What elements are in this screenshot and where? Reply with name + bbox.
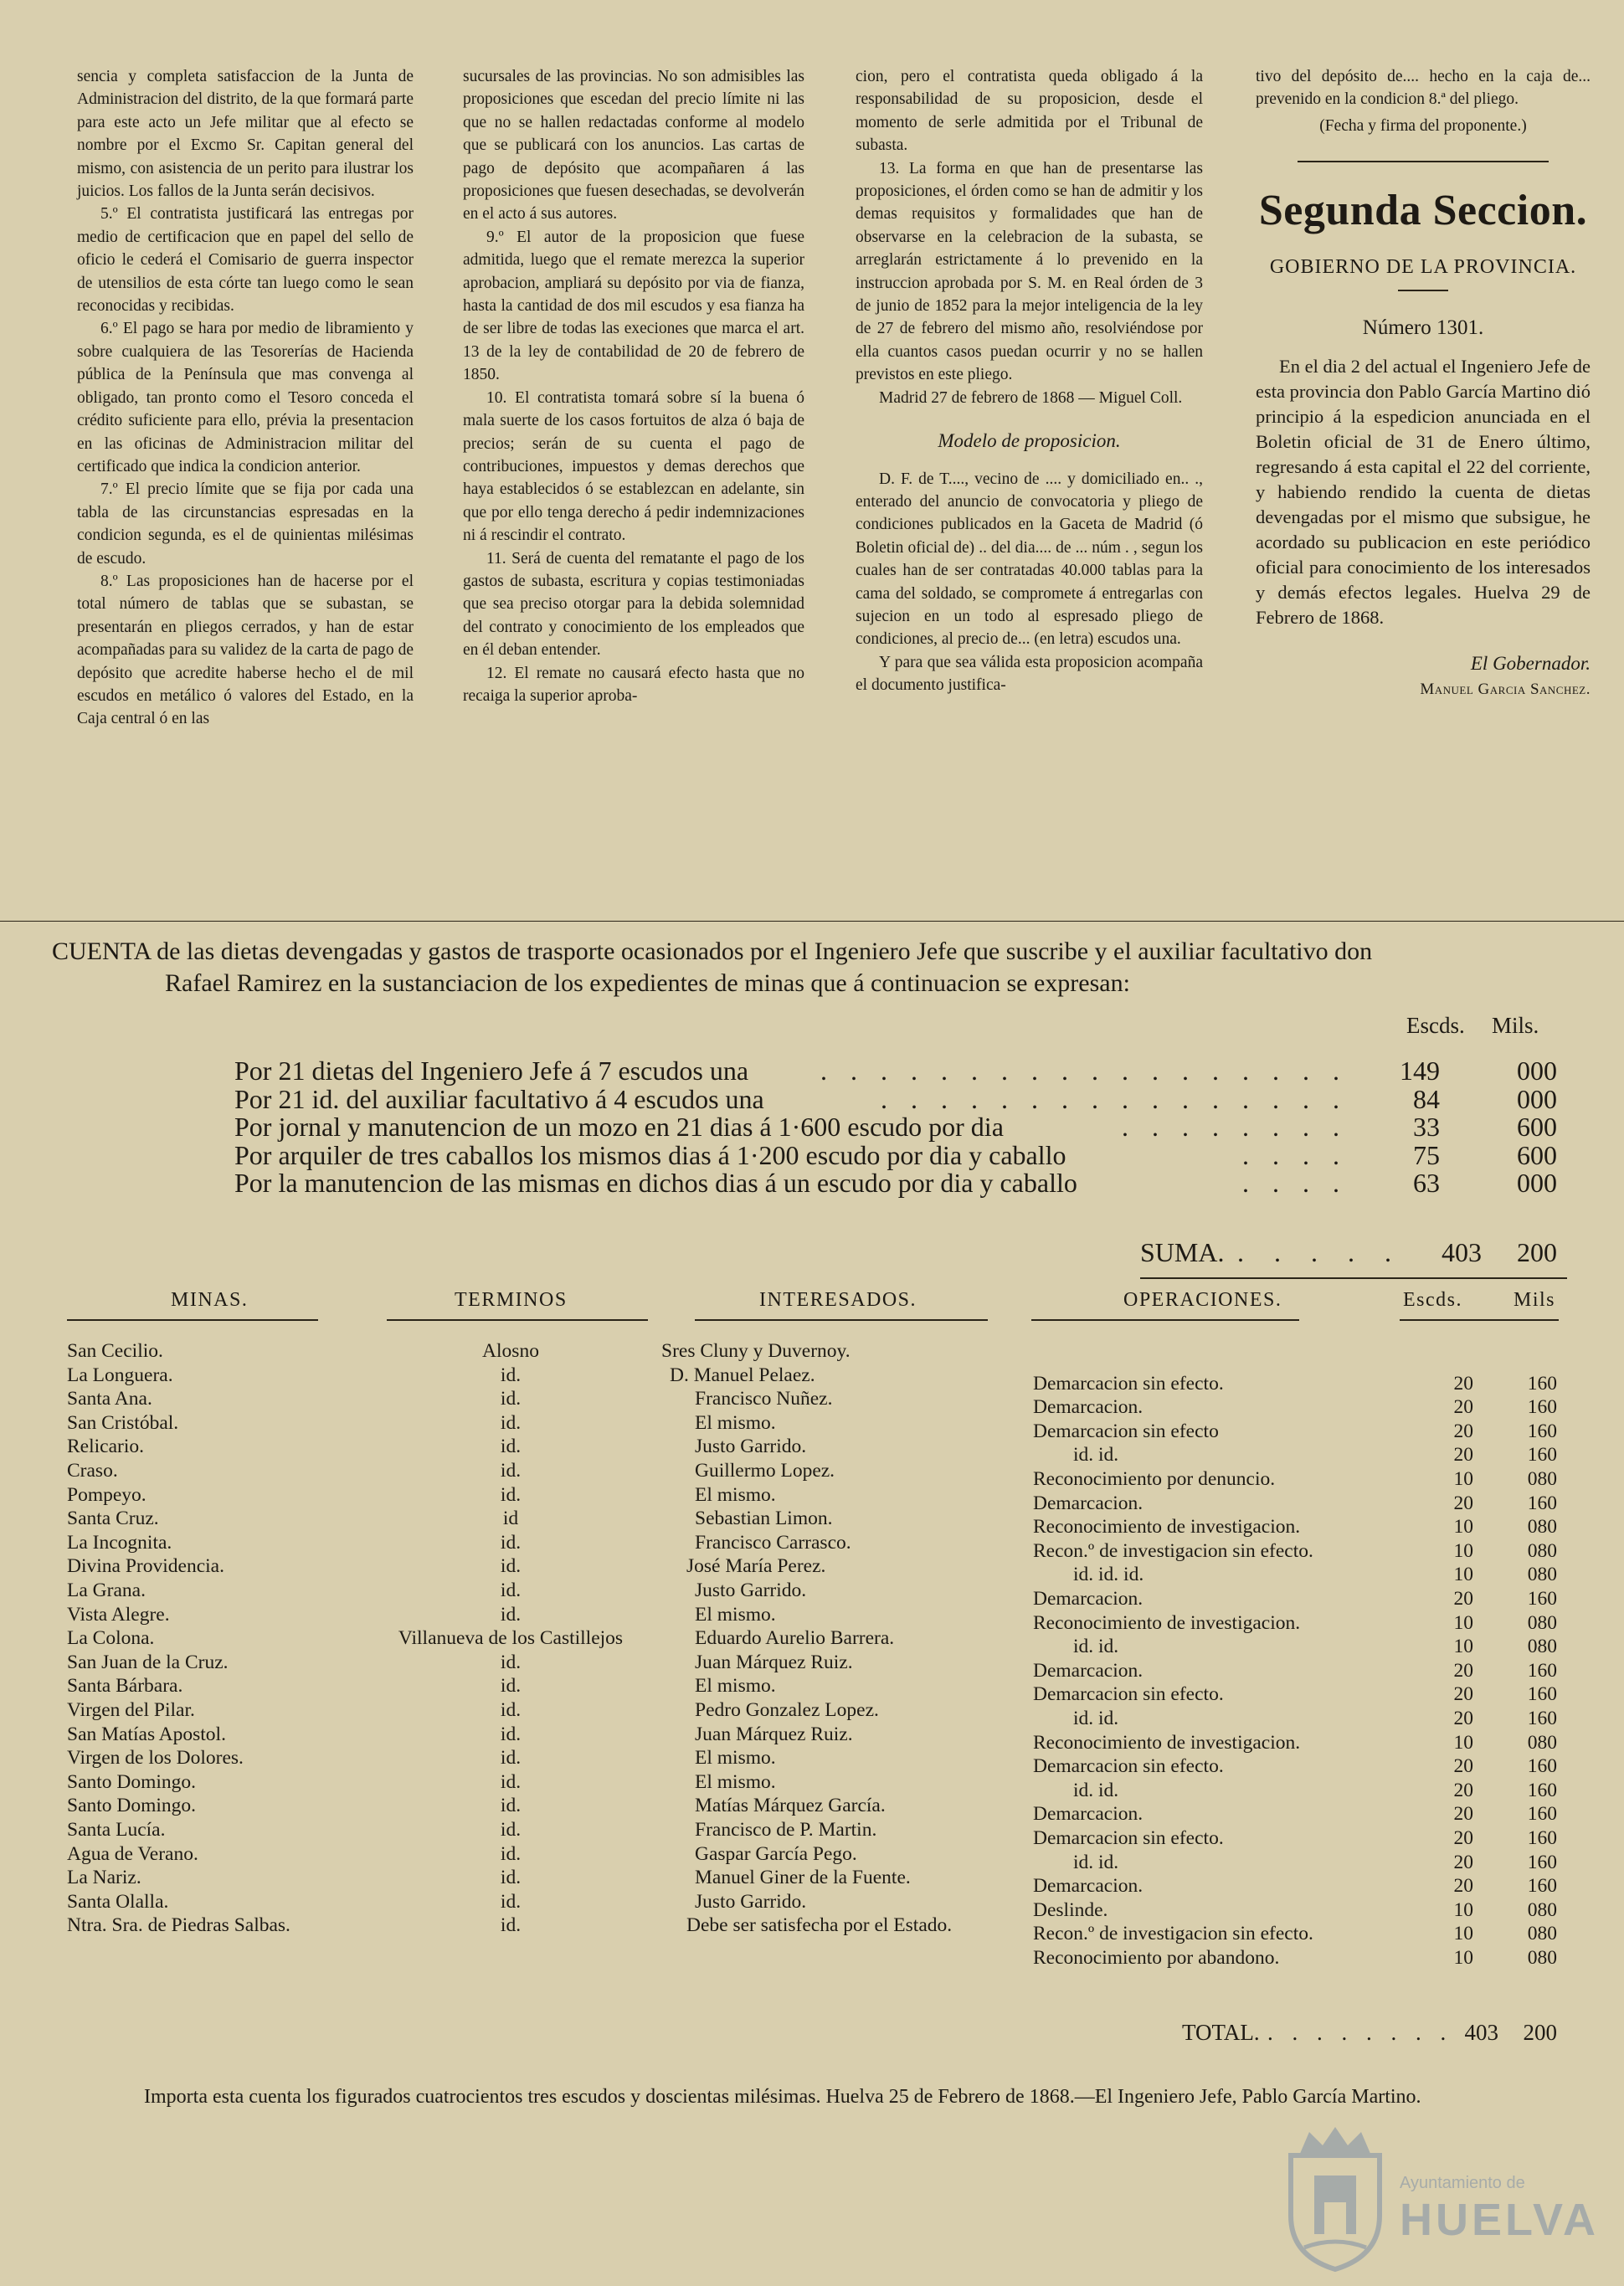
interesado: Francisco Carrasco. xyxy=(695,1531,851,1554)
interesado: Juan Márquez Ruiz. xyxy=(695,1723,853,1745)
operacion: id. id. xyxy=(1073,1779,1119,1801)
interesado: El mismo. xyxy=(695,1603,776,1626)
row-escudos: 20 xyxy=(1453,1708,1473,1729)
operacion: id. id. xyxy=(1073,1708,1119,1729)
termino: id. xyxy=(500,1819,522,1841)
operacion: Demarcacion sin efecto. xyxy=(1033,1755,1224,1778)
operacion: Deslinde. xyxy=(1033,1898,1108,1921)
termino: id xyxy=(502,1508,519,1530)
ayuntamiento-logo xyxy=(1281,2122,1599,2273)
footer-note: Importa esta cuenta los figurados cuatrocientos tres escudos y doscientas milésimas. Huelva 25 de Febrero de 1868.—El Ingeniero Jefe, Pablo García Martino. xyxy=(144,2086,1421,2108)
gobierno-heading: GOBIERNO DE LA PROVINCIA. xyxy=(1269,256,1577,279)
divider xyxy=(387,1319,648,1321)
mina-name: San Matías Apostol. xyxy=(67,1723,226,1745)
date-line: Madrid 27 de febrero de 1868 — Miguel Coll. xyxy=(879,388,1183,407)
cost-row xyxy=(234,1112,1557,1141)
escudos-header: Escds. xyxy=(1406,1013,1465,1038)
cost-escudos: 75 xyxy=(1413,1139,1440,1170)
operacion xyxy=(1033,1348,1410,1371)
cost-row xyxy=(234,1085,1557,1113)
row-mils: 080 xyxy=(1527,1947,1557,1969)
operacion: id. id. xyxy=(1073,1444,1119,1467)
interesado: El mismo. xyxy=(695,1411,776,1434)
termino: id. xyxy=(500,1795,522,1817)
divider xyxy=(1298,161,1549,162)
paragraph: 9.º El autor de la proposicion que fuese admitida, luego que el remate merezca la superior aprobacion, ampliará su depósito por via de fianza, hasta la cantidad de dos mil escudos y esa fianza ha de ser libre de todas las execiones que marca el art. 13 de la ley de contabilidad de 20 de febrero de 1850. xyxy=(463,228,804,384)
interesado: Sebastian Limon. xyxy=(695,1508,833,1530)
operacion: Demarcacion sin efecto. xyxy=(1033,1827,1224,1849)
cost-description: Por 21 dietas del Ingeniero Jefe á 7 escudos una xyxy=(234,1056,749,1086)
cuenta-title-line2: Rafael Ramirez en la sustanciacion de los expedientes de minas que á continuacion se expresan: xyxy=(165,969,1130,997)
termino: Alosno xyxy=(482,1340,539,1362)
operacion: id. id. xyxy=(1073,1851,1119,1873)
row-mils: 080 xyxy=(1527,1516,1557,1539)
row-escudos: 10 xyxy=(1453,1636,1473,1658)
header-minas: MINAS. xyxy=(171,1289,249,1311)
paragraph: 6.º El pago se hara por medio de libramiento y sobre cualquiera de las Tesorerías de Hacienda pública de la Península que mas convenga al obligado, tan pronto como el Tesoro conceda el crédito suficiente para ello, prévia la presentacion en las oficinas de Administracion militar del certificado que indica la condicion anterior. xyxy=(77,320,414,475)
cost-escudos: 63 xyxy=(1413,1168,1440,1198)
operacion: Reconocimiento por abandono. xyxy=(1033,1947,1280,1969)
operacion: Demarcacion. xyxy=(1033,1588,1143,1610)
operacion: Demarcacion. xyxy=(1033,1875,1143,1898)
row-escudos: 20 xyxy=(1453,1372,1473,1395)
paragraph: 10. El contratista tomará sobre sí la buena ó mala suerte de los casos fortuitos de alza ó baja de precios; serán de su cuenta el pago de contribuciones, impuestos y demas derechos que haya establecidos ó se establezcan en adelante, sin que por ello tenga derecho á pedir indemnizaciones ni á rescindir el contrato. xyxy=(463,388,804,545)
row-escudos: 10 xyxy=(1453,1516,1473,1539)
mina-name: Vista Alegre. xyxy=(67,1603,170,1626)
row-escudos: 10 xyxy=(1453,1898,1473,1921)
cost-description: Por la manutencion de las mismas en dichos dias á un escudo por dia y caballo xyxy=(234,1168,1077,1198)
leader-dots: . . . . . . . . . . . . . . . . . . xyxy=(820,1056,1348,1086)
mina-name: Virgen de los Dolores. xyxy=(67,1747,244,1770)
row-escudos xyxy=(1423,1348,1473,1371)
leader-dots: . . . . . . . . xyxy=(1122,1112,1348,1142)
row-escudos: 10 xyxy=(1453,1731,1473,1754)
paragraph: 7.º El precio límite que se fija por cada una tabla de las circunstancias espresadas en la condicion segunda, es el de quinientas milésimas de escudo. xyxy=(77,480,414,568)
interesado: Matías Márquez García. xyxy=(695,1795,886,1817)
cost-mils: 000 xyxy=(1517,1056,1557,1086)
cost-description: Por arquiler de tres caballos los mismos dias á 1·200 escudo por dia y caballo xyxy=(234,1139,1066,1170)
mina-name: Santo Domingo. xyxy=(67,1770,197,1793)
paragraph: D. F. de T...., vecino de .... y domiciliado en.. ., enterado del anuncio de convocatoria y pliego de condiciones publicados en la Gaceta de Madrid (ó Boletin oficial de) .. del dia.... de ... núm . , segun los cuales han de ser contratadas 40.000 tablas para la cama del soldado, se compromete á entregarlas con sujecion en un todo al espresado pliego de condiciones, al precio de... (en letra) escudos una. xyxy=(856,470,1203,649)
interesado: José María Perez. xyxy=(686,1555,826,1578)
mina-name: La Nariz. xyxy=(67,1867,141,1889)
interesado: D. Manuel Pelaez. xyxy=(670,1364,815,1386)
paragraph: sencia y completa satisfaccion de la Junta de Administracion del distrito, de la que formará parte para este acto un Jefe militar que al efecto se nombre por el Excmo Sr. Capitan general del mismo, con asistencia de un perito para ilustrar los juicios. Los fallos de la Junta serán decisivos. xyxy=(77,68,414,201)
row-mils: 160 xyxy=(1527,1492,1557,1514)
interesado: Francisco Nuñez. xyxy=(695,1388,833,1410)
termino: id. xyxy=(500,1411,522,1434)
operacion: id. id. id. xyxy=(1073,1564,1144,1586)
operacion: Reconocimiento de investigacion. xyxy=(1033,1611,1301,1634)
cost-escudos: 84 xyxy=(1413,1083,1440,1114)
operacion: Reconocimiento de investigacion. xyxy=(1033,1516,1301,1539)
row-mils: 160 xyxy=(1527,1659,1557,1682)
operacion: Demarcacion sin efecto. xyxy=(1033,1372,1224,1395)
model-title: Modelo de proposicion. xyxy=(938,430,1121,452)
suma-label: SUMA. xyxy=(1140,1237,1225,1267)
termino: id. xyxy=(500,1531,522,1554)
cost-escudos: 149 xyxy=(1400,1056,1440,1086)
termino: id. xyxy=(500,1364,522,1386)
termino: id. xyxy=(500,1699,522,1721)
operacion: Reconocimiento de investigacion. xyxy=(1033,1731,1301,1754)
mina-name: Relicario. xyxy=(67,1436,145,1458)
interesado: Justo Garrido. xyxy=(695,1436,807,1458)
divider xyxy=(695,1319,988,1321)
header-mils: Mils xyxy=(1514,1289,1556,1311)
termino: id. xyxy=(500,1867,522,1889)
mina-name: La Grana. xyxy=(67,1580,146,1601)
operacion: Reconocimiento por denuncio. xyxy=(1033,1468,1276,1490)
interesado: Gaspar García Pego. xyxy=(695,1842,857,1865)
suma-escudos: 403 xyxy=(1442,1237,1482,1267)
row-escudos: 20 xyxy=(1453,1396,1473,1419)
column-3 xyxy=(856,65,1203,697)
interesado: Juan Márquez Ruiz. xyxy=(695,1651,853,1673)
header-terminos: TERMINOS xyxy=(455,1289,568,1311)
row-escudos: 20 xyxy=(1453,1755,1473,1778)
header-operaciones: OPERACIONES. xyxy=(1123,1289,1282,1311)
interesado: El mismo. xyxy=(695,1675,776,1698)
termino: id. xyxy=(500,1675,522,1698)
cost-row xyxy=(234,1141,1557,1169)
row-mils: 160 xyxy=(1527,1396,1557,1419)
total-label: TOTAL. xyxy=(1182,2020,1260,2045)
paragraph: Y para que sea válida esta proposicion acompaña el documento justifica- xyxy=(856,653,1203,695)
mina-name: San Cristóbal. xyxy=(67,1411,179,1434)
termino: id. xyxy=(500,1555,522,1578)
row-escudos: 20 xyxy=(1453,1803,1473,1826)
termino: id. xyxy=(500,1460,522,1482)
termino: id. xyxy=(500,1770,522,1793)
row-mils: 160 xyxy=(1527,1851,1557,1873)
row-mils: 160 xyxy=(1527,1827,1557,1849)
mina-name: La Longuera. xyxy=(67,1364,173,1386)
leader-dots: . . . . . . . . . . . . . . . . xyxy=(881,1083,1348,1114)
termino: id. xyxy=(500,1723,522,1745)
row-escudos: 10 xyxy=(1453,1611,1473,1634)
suma-dots: . . . . . xyxy=(1237,1237,1403,1267)
interesado: Justo Garrido. xyxy=(695,1580,807,1601)
paragraph: En el dia 2 del actual el Ingeniero Jefe de esta provincia don Pablo García Martino dió principio á la espedicion anunciada en el Boletin oficial de 31 de Enero último, regresando á esta capital el 22 del corriente, y habiendo rendido la cuenta de dietas devengadas por el mismo que subsigue, he acordado su publicacion en este periódico oficial para conocimiento de los interesados y demás efectos legales. Huelva 29 de Febrero de 1868. xyxy=(1256,356,1591,629)
row-mils: 080 xyxy=(1527,1539,1557,1562)
row-mils: 080 xyxy=(1527,1636,1557,1658)
termino: id. xyxy=(500,1436,522,1458)
interesado: Sres Cluny y Duvernoy. xyxy=(661,1340,851,1362)
operacion: Demarcacion. xyxy=(1033,1396,1143,1419)
mina-name: Pompeyo. xyxy=(67,1483,146,1506)
paragraph: 5.º El contratista justificará las entregas por medio de certificacion que en papel del sello de oficio le cederá el Comisario de guerra inspector de utensilios de esta córte tan luego como le sean reconocidas y recibidas. xyxy=(77,205,414,316)
mils-header: Mils. xyxy=(1492,1013,1539,1038)
row-mils: 080 xyxy=(1527,1898,1557,1921)
termino: id. xyxy=(500,1483,522,1506)
row-mils: 160 xyxy=(1527,1708,1557,1729)
mina-name: Santo Domingo. xyxy=(67,1795,197,1817)
termino: id. xyxy=(500,1842,522,1865)
row-escudos: 20 xyxy=(1453,1420,1473,1442)
row-mils: 080 xyxy=(1527,1468,1557,1490)
divider xyxy=(1398,290,1448,291)
numero-heading: Número 1301. xyxy=(1362,316,1484,339)
mina-name: Santa Bárbara. xyxy=(67,1675,183,1698)
interesado: Justo Garrido. xyxy=(695,1890,807,1913)
cost-description: Por 21 id. del auxiliar facultativo á 4 escudos una xyxy=(234,1083,764,1114)
operacion: Demarcacion sin efecto xyxy=(1033,1420,1219,1442)
row-mils: 160 xyxy=(1527,1803,1557,1826)
cost-mils: 600 xyxy=(1517,1112,1557,1142)
row-mils: 160 xyxy=(1527,1372,1557,1395)
row-mils: 080 xyxy=(1527,1731,1557,1754)
interesado: Manuel Giner de la Fuente. xyxy=(695,1867,911,1889)
paragraph: 11. Será de cuenta del rematante el pago de los gastos de subasta, escritura y copias testimoniadas que sea preciso otorgar para la debida solemnidad del contrato y conocimiento de los empleados que en él deban entender. xyxy=(463,549,804,660)
mina-name: Virgen del Pilar. xyxy=(67,1699,195,1721)
interesado: Eduardo Aurelio Barrera. xyxy=(695,1627,895,1650)
mina-name xyxy=(67,1938,368,1961)
row-mils: 160 xyxy=(1527,1588,1557,1610)
row-mils: 160 xyxy=(1527,1420,1557,1442)
row-escudos: 20 xyxy=(1453,1492,1473,1514)
row-escudos: 20 xyxy=(1453,1827,1473,1849)
suma-mils: 200 xyxy=(1517,1237,1557,1267)
row-escudos: 10 xyxy=(1453,1468,1473,1490)
total-escudos: 403 xyxy=(1464,2020,1498,2045)
mina-name: Santa Olalla. xyxy=(67,1890,169,1913)
row-mils: 080 xyxy=(1527,1611,1557,1634)
mina-name: San Cecilio. xyxy=(67,1340,163,1362)
cost-mils: 000 xyxy=(1517,1168,1557,1198)
operacion: Demarcacion. xyxy=(1033,1659,1143,1682)
cost-description: Por jornal y manutencion de un mozo en 21 dias á 1·600 escudo por dia xyxy=(234,1112,1004,1142)
row-escudos: 20 xyxy=(1453,1875,1473,1898)
termino: id. xyxy=(500,1890,522,1913)
operacion: Demarcacion sin efecto. xyxy=(1033,1683,1224,1706)
operacion: Recon.º de investigacion sin efecto. xyxy=(1033,1539,1313,1562)
mina-name: Craso. xyxy=(67,1460,118,1482)
divider xyxy=(67,1319,318,1321)
row-mils: 080 xyxy=(1527,1564,1557,1586)
termino: id. xyxy=(500,1651,522,1673)
header-interesados: INTERESADOS. xyxy=(759,1289,917,1311)
mina-name: Divina Providencia. xyxy=(67,1555,224,1578)
column-4 xyxy=(1256,65,1591,701)
termino: id. xyxy=(500,1914,522,1937)
operacion: Demarcacion. xyxy=(1033,1803,1143,1826)
interesado: El mismo. xyxy=(695,1747,776,1770)
row-mils xyxy=(1490,1348,1557,1371)
mina-name: Agua de Verano. xyxy=(67,1842,198,1865)
row-mils: 160 xyxy=(1527,1683,1557,1706)
cost-mils: 000 xyxy=(1517,1083,1557,1114)
row-escudos: 20 xyxy=(1453,1851,1473,1873)
interesado xyxy=(661,1938,1030,1961)
column-1 xyxy=(77,65,414,731)
termino: Villanueva de los Castillejos xyxy=(398,1627,624,1650)
operacion: id. id. xyxy=(1073,1636,1119,1658)
mina-name: Santa Cruz. xyxy=(67,1508,159,1530)
paragraph: sucursales de las provincias. No son admisibles las proposiciones que escedan del precio límite ni las que no se hallen redactadas conforme al modelo que se publicará con los anuncios. Las cartas de pago de depósito que acompañaren á las proposiciones que fuesen desechadas, se devolverán en el acto á sus autores. xyxy=(463,68,804,223)
paragraph: cion, pero el contratista queda obligado á la responsabilidad de su proposicion, desde el momento de serle admitida por el Tribunal de subasta. xyxy=(856,68,1203,155)
row-mils: 160 xyxy=(1527,1444,1557,1467)
row-escudos: 10 xyxy=(1453,1923,1473,1945)
proponent-signature: (Fecha y firma del proponente.) xyxy=(1319,116,1527,135)
operacion: Demarcacion. xyxy=(1033,1492,1143,1514)
row-escudos: 20 xyxy=(1453,1779,1473,1801)
row-mils: 160 xyxy=(1527,1779,1557,1801)
divider xyxy=(1400,1319,1559,1321)
row-escudos: 10 xyxy=(1453,1564,1473,1586)
logo-line1: Ayuntamiento de xyxy=(1400,2174,1525,2192)
section-title: Segunda Seccion. xyxy=(1258,187,1588,235)
row-escudos: 20 xyxy=(1453,1444,1473,1467)
interesado: El mismo. xyxy=(695,1770,776,1793)
total-mils: 200 xyxy=(1523,2020,1557,2045)
mina-name: La Colona. xyxy=(67,1627,155,1650)
coat-of-arms-icon xyxy=(1281,2122,1390,2273)
divider xyxy=(1031,1319,1299,1321)
interesado: Debe ser satisfecha por el Estado. xyxy=(686,1914,953,1937)
row-escudos: 10 xyxy=(1453,1947,1473,1969)
divider xyxy=(0,921,1624,922)
cost-mils: 600 xyxy=(1517,1139,1557,1170)
mina-name: Ntra. Sra. de Piedras Salbas. xyxy=(67,1914,290,1937)
mina-name: San Juan de la Cruz. xyxy=(67,1651,229,1673)
termino: id. xyxy=(500,1603,522,1626)
divider xyxy=(1140,1277,1567,1279)
interesado: El mismo. xyxy=(695,1483,776,1506)
cost-row xyxy=(234,1056,1557,1085)
interesado: Francisco de P. Martin. xyxy=(695,1819,877,1841)
row-mils: 160 xyxy=(1527,1875,1557,1898)
termino: id. xyxy=(500,1747,522,1770)
total-dots: . . . . . . . . xyxy=(1267,2020,1453,2045)
termino xyxy=(368,1938,653,1961)
mina-name: Santa Lucía. xyxy=(67,1819,166,1841)
cuenta-title-line1: CUENTA de las dietas devengadas y gastos de trasporte ocasionados por el Ingeniero Jefe que suscribe y el auxiliar facultativo don xyxy=(52,938,1373,965)
paragraph: tivo del depósito de.... hecho en la caja de... prevenido en la condicion 8.ª del pliego. xyxy=(1256,68,1591,109)
paragraph: 12. El remate no causará efecto hasta que no recaiga la superior aproba- xyxy=(463,664,804,705)
governor-name: Manuel Garcia Sanchez. xyxy=(1420,681,1591,699)
interesado: Pedro Gonzalez Lopez. xyxy=(695,1699,879,1721)
header-escudos: Escds. xyxy=(1403,1289,1462,1311)
cuenta-title xyxy=(52,936,1575,999)
paragraph: 8.º Las proposiciones han de hacerse por el total número de tablas que se subastan, se presentarán en pliegos cerrados, y han de estar acompañadas para su validez de la carta de pago de depósito que acredite haberse hecho el de mil escudos en metálico ó valores del Estado, en la Caja central ó en las xyxy=(77,572,414,728)
leader-dots: . . . . xyxy=(1242,1139,1348,1170)
row-escudos: 20 xyxy=(1453,1659,1473,1682)
termino: id. xyxy=(500,1580,522,1601)
row-escudos: 20 xyxy=(1453,1683,1473,1706)
cost-escudos: 33 xyxy=(1413,1112,1440,1142)
operacion: Recon.º de investigacion sin efecto. xyxy=(1033,1923,1313,1945)
row-mils: 160 xyxy=(1527,1755,1557,1778)
row-mils: 080 xyxy=(1527,1923,1557,1945)
governor-label: El Gobernador. xyxy=(1470,653,1591,675)
cost-row xyxy=(234,1169,1557,1197)
column-2 xyxy=(463,65,804,707)
mina-name: La Incognita. xyxy=(67,1531,172,1554)
logo-line2: HUELVA xyxy=(1400,2195,1599,2245)
mina-name: Santa Ana. xyxy=(67,1388,152,1410)
termino: id. xyxy=(500,1388,522,1410)
row-escudos: 20 xyxy=(1453,1588,1473,1610)
interesado: Guillermo Lopez. xyxy=(695,1460,835,1482)
paragraph: 13. La forma en que han de presentarse las proposiciones, el órden como se han de admitir y los demas requisitos y formalidades que han de observarse en la celebracion de la subasta, se arreglarán estrictamente á lo prevenido en la instruccion aprobada por S. M. en Real órden de 3 de junio de 1852 para la mejor inteligencia de la ley de 27 de febrero del mismo año, resolviéndose por ella cuantos casos puedan ocurrir y no se hallen previstos en este pliego. xyxy=(856,159,1203,384)
leader-dots: . . . . xyxy=(1242,1168,1348,1198)
row-escudos: 10 xyxy=(1453,1539,1473,1562)
